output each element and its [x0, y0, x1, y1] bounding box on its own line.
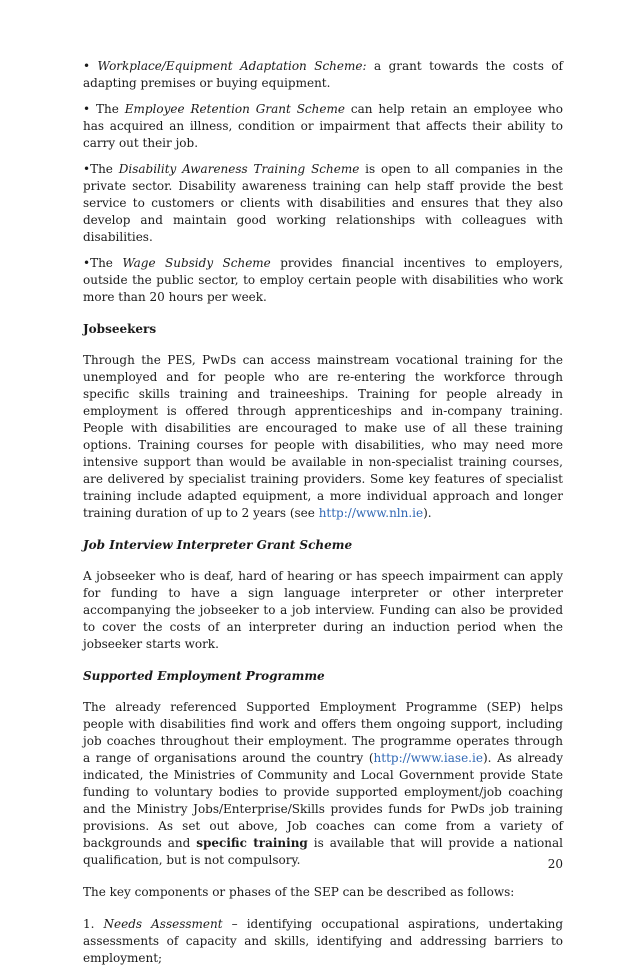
- paragraph-text: is available that will provide a national qualification, but is not compulsory.: [83, 836, 564, 867]
- bullet-marker: •The: [83, 256, 123, 270]
- list-item-title: Needs Assessment: [103, 917, 223, 931]
- heading-supported-employment: Supported Employment Programme: [83, 669, 325, 683]
- bullet-marker: •The: [83, 162, 119, 176]
- scheme-name: Disability Awareness Training Scheme: [118, 162, 360, 176]
- list-number: 1.: [83, 917, 104, 931]
- bullet-marker: • The: [83, 102, 125, 116]
- bullet-text: provides financial incentives to employers, outside the public sector, to employ certain people with disabilities who work more than 20 hours per week.: [83, 256, 563, 304]
- bullet-text: a grant towards the costs of adapting premises or buying equipment.: [83, 59, 563, 90]
- heading-interpreter-grant: Job Interview Interpreter Grant Scheme: [83, 538, 353, 552]
- bullet-wage-subsidy: [83, 255, 563, 306]
- interpreter-paragraph: A jobseeker who is deaf, hard of hearing or has speech impairment can apply for funding to have a sign language interpreter or other interpreter accompanying the jobseeker to a job interview. Funding can also be provided to cover the costs of an interpreter during an induction period when the jobseeker starts work.: [83, 569, 563, 651]
- page-number: 20: [547, 857, 563, 871]
- jobseekers-paragraph: [83, 352, 563, 522]
- scheme-name: Employee Retention Grant Scheme: [124, 102, 345, 116]
- list-item-text: – identifying occupational aspirations, undertaking assessments of capacity and skills, identifying and addressing barriers to employment;: [83, 917, 564, 965]
- scheme-name: Workplace/Equipment Adaptation Scheme:: [97, 59, 367, 73]
- paragraph-text: Through the PES, PwDs can access mainstream vocational training for the unemployed and for people who are re-entering the workforce through specific skills training and traineeships. Training for people already in employment is offered through apprenticeships and in-company training. People with disabilities are encouraged to make use of all these training options. Training courses for people with disabilities, who may need more intensive support than would be available in non-specialist training courses, are delivered by specialist training providers. Some key features of specialist training include adapted equipment, a more individual approach and longer training duration of up to 2 years (see: [83, 353, 563, 520]
- paragraph-text: ). As already indicated, the Ministries of Community and Local Government provide State funding to voluntary bodies to provide supported employment/job coaching and the Ministry Jobs/Enterprise/Skills provides funds for PwDs job training provisions. As set out above, Job coaches can come from a variety of backgrounds and: [83, 751, 563, 850]
- heading-jobseekers: Jobseekers: [83, 322, 157, 336]
- bullet-text: can help retain an employee who has acquired an illness, condition or impairment that affects their ability to carry out their job.: [83, 102, 563, 150]
- bullet-employee-retention: [83, 101, 563, 152]
- bullet-workplace-adaptation: [83, 58, 563, 92]
- nln-link[interactable]: http://www.nln.ie: [318, 506, 424, 520]
- sep-paragraph: [83, 699, 563, 869]
- sep-components-intro: The key components or phases of the SEP can be described as follows:: [83, 885, 515, 899]
- list-item-needs-assessment: [83, 916, 563, 967]
- bullet-text: is open to all companies in the private sector. Disability awareness training can help staff provide the best service to customers or clients with disabilities and ensures that they also develop and maintain good working relationships with colleagues with disabilities.: [83, 162, 563, 244]
- document-page: [83, 58, 563, 967]
- paragraph-text: The already referenced Supported Employment Programme (SEP) helps people with disabilities find work and offers them ongoing support, including job coaches throughout their employment. The programme operates through a range of organisations around the country (: [83, 700, 563, 765]
- iase-link[interactable]: http://www.iase.ie: [373, 751, 483, 765]
- bullet-marker: •: [83, 59, 98, 73]
- bold-text: specific training: [196, 836, 308, 850]
- paragraph-text: ).: [423, 506, 432, 520]
- bullet-disability-awareness: [83, 161, 563, 246]
- scheme-name: Wage Subsidy Scheme: [122, 256, 271, 270]
